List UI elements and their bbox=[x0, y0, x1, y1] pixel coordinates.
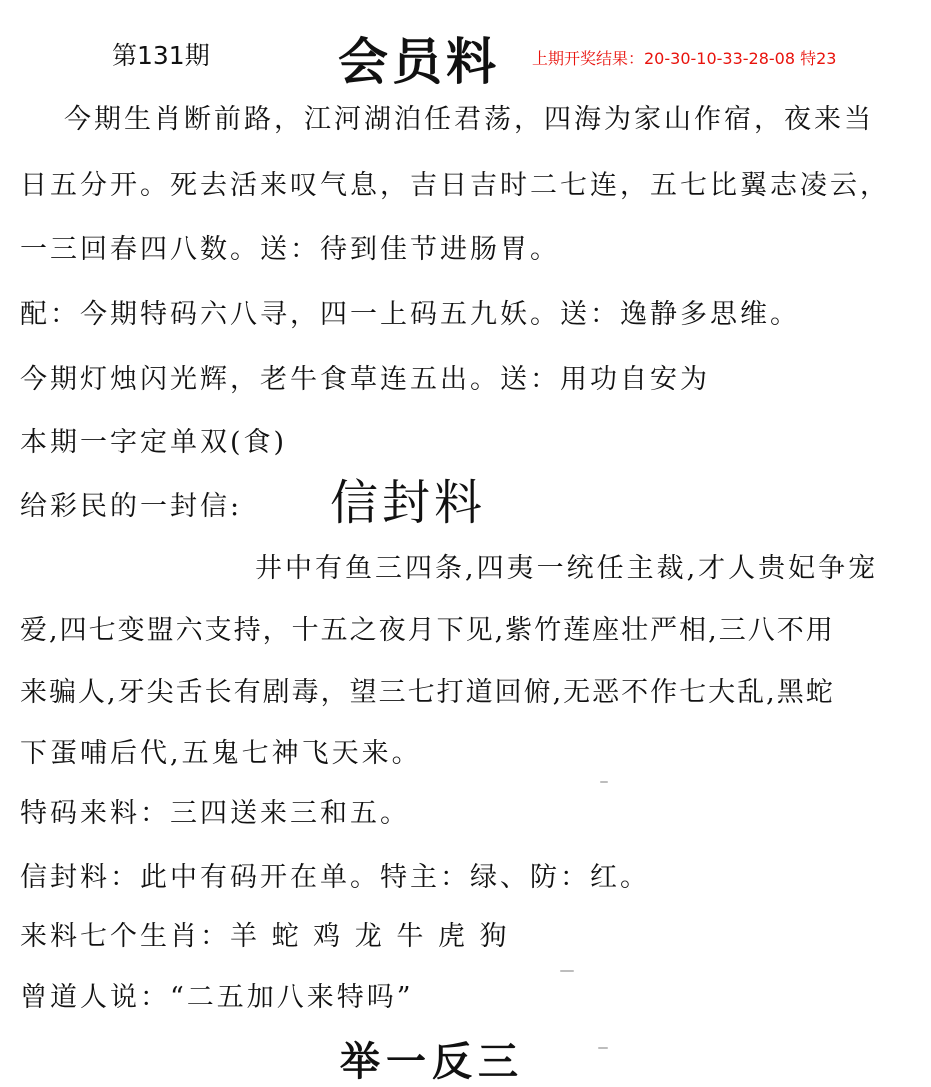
member-line-2: 日五分开。死去活来叹气息，吉日吉时二七连，五七比翼志凌云， bbox=[20, 170, 890, 201]
letter-line-3: 来骗人,牙尖舌长有剧毒，望三七打道回俯,无恶不作七大乱,黑蛇 bbox=[20, 677, 835, 708]
zeng-says-line: 曾道人说：“二五加八来特吗” bbox=[20, 982, 414, 1013]
scan-speck bbox=[598, 1047, 608, 1049]
letter-label: 给彩民的一封信: bbox=[20, 491, 243, 522]
scan-speck bbox=[560, 970, 574, 972]
special-code-line: 特码来料：三四送来三和五。 bbox=[20, 798, 410, 829]
letter-line-1: 井中有鱼三四条,四夷一统任主裁,才人贵妃争宠 bbox=[255, 553, 879, 584]
member-line-4: 配：今期特码六八寻，四一上码五九妖。送：逸静多思维。 bbox=[20, 299, 800, 330]
member-line-1: 今期生肖断前路，江河湖泊任君荡，四海为家山作宿，夜来当 bbox=[64, 104, 874, 135]
member-line-6: 本期一字定单双(食) bbox=[20, 427, 288, 458]
page-title: 会员料 bbox=[338, 32, 500, 91]
letter-line-2: 爱,四七变盟六支持，十五之夜月下见,紫竹莲座壮严相,三八不用 bbox=[20, 615, 835, 646]
member-line-5: 今期灯烛闪光辉，老牛食草连五出。送：用功自安为 bbox=[20, 364, 710, 395]
envelope-note-line: 信封料：此中有码开在单。特主：绿、防：红。 bbox=[20, 862, 650, 893]
zodiac-list-line: 来料七个生肖：羊 蛇 鸡 龙 牛 虎 狗 bbox=[20, 921, 510, 952]
previous-result: 上期开奖结果：20-30-10-33-28-08 特23 bbox=[532, 49, 837, 68]
scan-speck bbox=[600, 781, 608, 783]
section-title-letter: 信封料 bbox=[330, 475, 487, 531]
issue-label: 第131期 bbox=[112, 41, 210, 70]
member-line-3: 一三回春四八数。送：待到佳节进肠胃。 bbox=[20, 234, 560, 265]
letter-line-4: 下蛋哺后代,五鬼七神飞天来。 bbox=[20, 738, 422, 769]
footer-title: 举一反三 bbox=[340, 1038, 524, 1085]
